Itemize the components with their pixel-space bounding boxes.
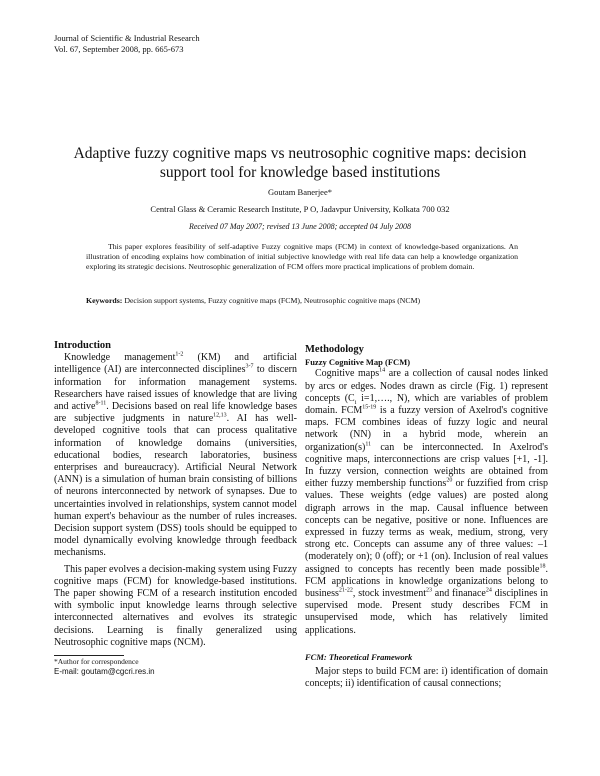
framework-subheading: FCM: Theoretical Framework: [305, 651, 413, 662]
methodology-heading: Methodology: [305, 344, 364, 355]
fcm-subheading: Fuzzy Cognitive Map (FCM): [305, 357, 411, 368]
footnote-email: E-mail: goutam@cgcri.res.in: [54, 667, 155, 676]
author: Goutam Banerjee*: [268, 187, 332, 197]
abstract: This paper explores feasibility of self-adaptive Fuzzy cognitive maps (FCM) in context of knowledge-based organizations. An illustration of encoding explains how combination of initial subjective knowledge with real life data can help a knowledge organization exploring its strategic decisions. Neutrosophic generalization of FCM offers more practical implications of problem domain.: [86, 242, 518, 271]
intro-paragraph-2: This paper evolves a decision-making system using Fuzzy cognitive maps (FCM) for knowledge-based institutions. The paper showing FCM of a research institution encoded with symbolic input knowledge learns through selective interconnected alternatives and evolves its strategic decisions. Learning is finally generalized using Neutrosophic cognitive maps (NCM).: [54, 563, 298, 648]
keywords-text: Decision support systems, Fuzzy cognitive maps (FCM), Neutrosophic cognitive maps (NCM): [124, 296, 421, 305]
keywords-label: Keywords:: [86, 296, 123, 305]
footnote-rule: [54, 655, 124, 656]
footnote-author: *Author for correspondence: [54, 657, 139, 666]
intro-heading: Introduction: [54, 340, 111, 351]
paper-title: Adaptive fuzzy cognitive maps vs neutrosophic cognitive maps: decision support tool for knowledge based institutions: [73, 145, 527, 181]
right-column: [305, 344, 548, 690]
keywords: [86, 296, 518, 305]
journal-header: [54, 33, 200, 55]
framework-paragraph: Major steps to build FCM are: i) identification of domain concepts; ii) identification of causal connections;: [305, 666, 548, 690]
dates: Received 07 May 2007; revised 13 June 2008; accepted 04 July 2008: [188, 222, 412, 231]
affiliation: Central Glass & Ceramic Research Institute, P O, Jadavpur University, Kolkata 700 032: [150, 204, 450, 214]
intro-paragraph-1: Knowledge management$^{1-2}$ (KM) and artificial intelligence (AI) are interconnected disciplines$^{3-7}$ to discern information for information management systems. Researchers have raised issues of knowledge that are living and active$^{8-11}$. Decisions based on real life knowledge bases are subjective judgments in nature$^{12,13}$. AI has well-developed cognitive tools that can process qualitative information of knowledge domains (universities, educational bodies, research laboratories, business enterprises and bureaucracy). Artificial Neural Network (ANN) is a simulation of human brain consisting of billions of neurons interconnected by network of synapses. Due to uncertainties involved in relationships, system cannot model human expert's behaviour as the number of rules increases. Decision support system (DSS) tools should be equipped to model dynamically evolving knowledge through feedback mechanisms.: [54, 351, 298, 559]
methodology-paragraph: Cognitive maps$^{14}$ are a collection of causal nodes linked by arcs or edges. Nodes drawn as circle (Fig. 1) represent concepts ($C_i$ i=1,…., N), which are variables of problem domain. FCM$^{15-19}$ is a fuzzy version of Axelrod's cognitive maps. FCM combines ideas of fuzzy logic and neural network (NN) in a hybrid mode, wherein an $organization(s)^{11}$ can be interconnected. In Axelrod's cognitive maps, interconnections are crisp values [+1, -1]. In fuzzy version, connection weights are obtained from either fuzzy membership functions$^{20}$ or fuzzified from crisp values. These weights (edge values) are posted along digraph arrows in the map. Causal influence between concepts can be negative, positive or none. Influences are expressed in fuzzy terms as weak, medium, strong, very strong etc. Concepts can assume any of three values: –1 (moderately on); 0 (off); or +1 (on). Inclusion of real values assigned to concepts has recently been made possible$^{18}$. FCM applications in knowledge organizations belong to business$^{21-22}$, stock investment$^{23}$ and finanace$^{24}$ disciplines in supervised mode. Present study describes FCM in unsupervised mode, which has relatively limited applications.: [305, 368, 548, 636]
left-column: [54, 340, 297, 649]
journal-volume: Vol. 67, September 2008, pp. 665-673: [54, 44, 184, 54]
footnote: [54, 657, 155, 677]
journal-name: Journal of Scientific & Industrial Research: [54, 33, 200, 43]
